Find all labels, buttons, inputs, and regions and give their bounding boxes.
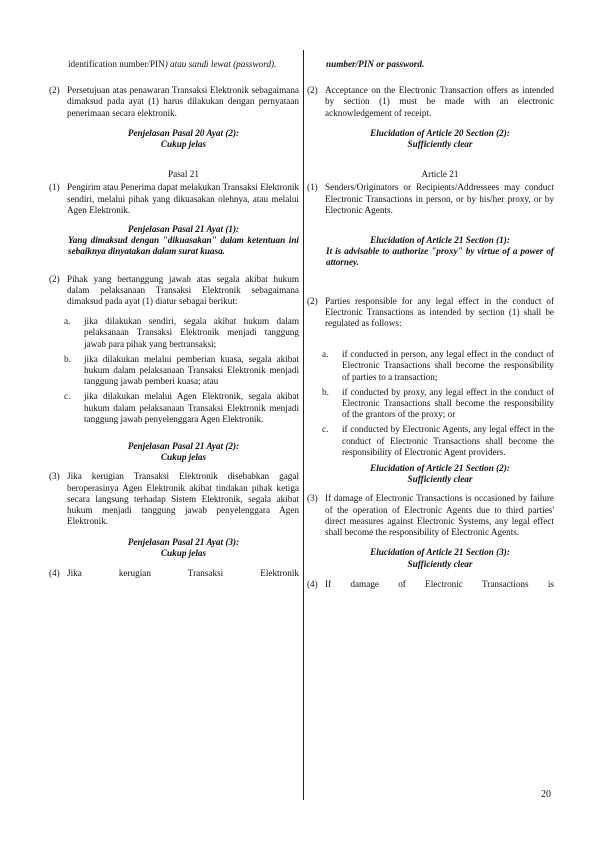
page-number: 20 bbox=[541, 789, 551, 800]
paragraph-number: (2) bbox=[307, 85, 318, 96]
sub-number: b. bbox=[64, 353, 71, 364]
elucidation-heading: Penjelasan Pasal 21 Ayat (2): bbox=[127, 441, 240, 452]
right-sub-a bbox=[307, 349, 554, 383]
elucidation-heading: Elucidation of Article 21 Section (1): bbox=[370, 235, 510, 246]
paragraph-number: (2) bbox=[49, 85, 60, 96]
sub-number: a. bbox=[64, 316, 71, 327]
sub-text: jika dilakukan melalui Agen Elektronik, segala akibat hukum dalam pelaksanaan Transaksi Elektronik menjadi tanggung jawab penyelenggara Agen Elektronik. bbox=[84, 391, 299, 424]
sub-text: if conducted by proxy, any legal effect in the conduct of Electronic Transactions shall become the responsibility of the grantors of the proxy; or bbox=[342, 386, 554, 420]
sub-number: a. bbox=[322, 349, 329, 360]
paragraph-text: Persetujuan atas penawaran Transaksi Elektronik sebagaimana dimaksud pada ayat (1) harus dilakukan dengan pernyataan penerimaan secara elektronik. bbox=[67, 85, 299, 118]
paragraph-text: Senders/Originators or Recipients/Addressees may conduct Electronic Transactions in person, or by his/her proxy, or by Electronic Agents. bbox=[325, 182, 554, 215]
sub-number: c. bbox=[322, 424, 329, 435]
elucidation-text: It is advisable to authorize "proxy" by virtue of a power of attorney. bbox=[326, 246, 554, 268]
sub-number: b. bbox=[322, 386, 329, 397]
left-pasal21-ayat4 bbox=[49, 568, 299, 579]
sub-text: jika dilakukan melalui pemberian kuasa, segala akibat hukum dalam pelaksanaan Transaksi Elektronik menjadi tanggung jawab pemberi kuasa; atau bbox=[84, 353, 299, 387]
paragraph-number: (1) bbox=[49, 182, 60, 193]
elucidation-text: Sufficiently clear bbox=[407, 558, 473, 569]
left-intro-italic: ) atau sandi lewat (password). bbox=[164, 59, 277, 69]
right-sub-c bbox=[307, 424, 554, 458]
paragraph-text: If damage of Electronic Transactions is occasioned by failure of the operation of Electronic Agents due to third parties' direct measures against Electronic Systems, any legal effect shall become the responsibility of Electronic Agents. bbox=[325, 493, 554, 538]
paragraph-text: Parties responsible for any legal effect in the conduct of Electronic Transactions as intended by section (1) shall be regulated as follows: bbox=[325, 295, 554, 329]
elucidation-heading: Elucidation of Article 20 Section (2): bbox=[370, 127, 510, 138]
sub-text: if conducted in person, any legal effect in the conduct of Electronic Transactions shall become the responsibility of parties to a transaction; bbox=[342, 349, 554, 382]
right-column bbox=[307, 59, 554, 590]
paragraph-number: (4) bbox=[49, 567, 60, 578]
right-intro: number/PIN or password. bbox=[326, 59, 425, 69]
paragraph-text: Acceptance on the Electronic Transaction offers as intended by section (1) must be made with an electronic acknowledgement of receipt. bbox=[325, 85, 554, 118]
right-article21-section3 bbox=[307, 493, 554, 538]
left-pasal20-ayat2 bbox=[49, 85, 299, 119]
right-sub-b bbox=[307, 387, 554, 421]
right-article20-section2 bbox=[307, 85, 554, 119]
elucidation-text: Cukup jelas bbox=[160, 139, 207, 150]
right-article21-section4 bbox=[307, 579, 554, 590]
elucidation-text: Sufficiently clear bbox=[407, 139, 473, 150]
left-pasal21-ayat1 bbox=[49, 182, 299, 216]
elucidation-heading: Elucidation of Article 21 Section (3): bbox=[370, 547, 510, 558]
paragraph-text: Pengirim atau Penerima dapat melakukan Transaksi Elektronik sendiri, melalui pihak yang dikuasakan olehnya, atau melalui Agen Elektronik. bbox=[67, 182, 299, 215]
elucidation-text: Cukup jelas bbox=[160, 547, 207, 558]
paragraph-text: Pihak yang bertanggung jawab atas segala akibat hukum dalam pelaksanaan Transaksi Elektronik sebagaimana dimaksud pada ayat (1) diatur sebagai berikut: bbox=[67, 273, 299, 307]
elucidation-text: Sufficiently clear bbox=[407, 474, 473, 485]
paragraph-number: (4) bbox=[307, 578, 318, 589]
right-article21-section1 bbox=[307, 182, 554, 216]
left-intro bbox=[68, 59, 299, 70]
left-intro-normal: identification number/PIN bbox=[68, 59, 165, 69]
elucidation-heading: Penjelasan Pasal 21 Ayat (1): bbox=[127, 224, 240, 235]
elucidation-heading: Penjelasan Pasal 21 Ayat (3): bbox=[127, 536, 240, 547]
article-title: Article 21 bbox=[421, 169, 459, 180]
right-article21-section2 bbox=[307, 296, 554, 330]
left-pasal21-ayat2 bbox=[49, 274, 299, 308]
elucidation-text: Yang dimaksud dengan "dikuasakan" dalam ketentuan ini sebaiknya dinyatakan dalam surat kuasa. bbox=[68, 235, 299, 257]
elucidation-heading: Penjelasan Pasal 20 Ayat (2): bbox=[127, 127, 240, 138]
paragraph-number: (2) bbox=[49, 273, 60, 284]
paragraph-number: (3) bbox=[307, 493, 318, 504]
paragraph-text: Jika kerugian Transaksi Elektronik bbox=[67, 567, 299, 578]
paragraph-text: If damage of Electronic Transactions is bbox=[325, 578, 554, 589]
paragraph-number: (2) bbox=[307, 295, 318, 306]
left-pasal21-ayat3 bbox=[49, 471, 299, 527]
paragraph-number: (1) bbox=[307, 182, 318, 193]
column-divider bbox=[303, 50, 304, 800]
left-sub-c bbox=[49, 391, 299, 425]
left-column bbox=[49, 59, 299, 579]
paragraph-text: Jika kerugian Transaksi Elektronik disebabkan gagal beroperasinya Agen Elektronik akibat tindakan pihak ketiga secara langsung terhadap Sistem Elektronik, segala akibat hukum menjadi tanggung jawab penyelenggara Agen Elektronik. bbox=[67, 471, 299, 527]
article-title: Pasal 21 bbox=[168, 169, 199, 180]
elucidation-heading: Elucidation of Article 21 Section (2): bbox=[370, 463, 510, 474]
paragraph-number: (3) bbox=[49, 471, 60, 482]
left-sub-b bbox=[49, 354, 299, 388]
elucidation-text: Cukup jelas bbox=[160, 452, 207, 463]
sub-text: jika dilakukan sendiri, segala akibat hukum dalam pelaksanaan Transaksi Elektronik menjadi tanggung jawab para pihak yang bertransaksi; bbox=[84, 316, 299, 349]
sub-text: if conducted by Electronic Agents, any legal effect in the conduct of Electronic Transactions shall become the responsibility of Electronic Agent providers. bbox=[342, 424, 554, 457]
sub-number: c. bbox=[64, 391, 71, 402]
left-sub-a bbox=[49, 316, 299, 350]
